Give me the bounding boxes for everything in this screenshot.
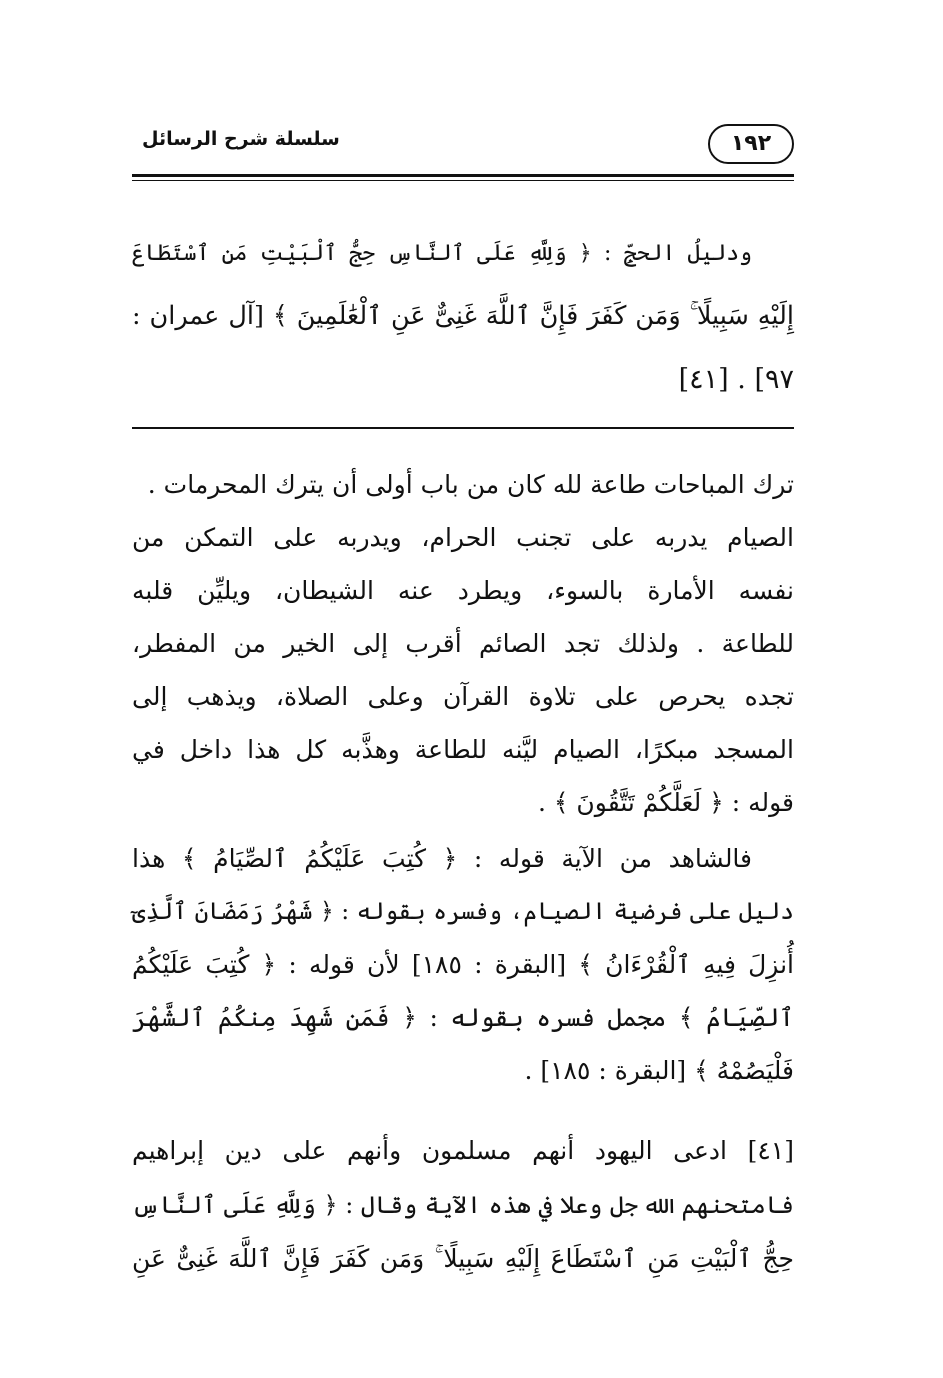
page-header	[132, 118, 794, 170]
paragraph-line: حِجُّ ٱلْبَيْتِ مَنِ ٱسْتَطَاعَ إِلَيْهِ سَبِيلًا ۚ وَمَن كَفَرَ فَإِنَّ ٱللَّهَ غَنِىٌّ عَنِ	[132, 1244, 794, 1273]
series-title: سلسلة شرح الرسائل	[142, 128, 340, 150]
paragraph-line: فالشاهد من الآية قوله : ﴿ كُتِبَ عَلَيْكُمُ ٱلصِّيَامُ ﴾ هذا	[132, 844, 752, 873]
paragraph-line: [٤١] ادعى اليهود أنهم مسلمون وأنهم على دين إبراهيم	[132, 1136, 794, 1165]
main-text-block	[132, 222, 794, 411]
paragraph-line: فامتحنهم الله جل وعلا في هذه الآية وقال : ﴿ وَلِلَّهِ عَلَى ٱلنَّاسِ	[131, 1191, 794, 1219]
paragraph-line: دليل على فرضية الصيام، وفسره بقوله : ﴿ شَهْرُ رَمَضَانَ ٱلَّذِىٓ	[132, 897, 795, 925]
footnote-separator	[132, 427, 794, 429]
main-text-line: ٩٧] . [٤١]	[678, 364, 794, 395]
paragraph-line: قوله : ﴿ لَعَلَّكُمْ تَتَّقُونَ ﴾ .	[537, 788, 794, 817]
paragraph-line: للطاعة . ولذلك تجد الصائم أقرب إلى الخير من المفطر،	[132, 629, 794, 658]
main-text-line: إِلَيْهِ سَبِيلًا ۚ وَمَن كَفَرَ فَإِنَّ ٱللَّهَ غَنِىٌّ عَنِ ٱلْعَٰلَمِينَ ﴾ [آل عمران :	[132, 301, 794, 331]
paragraph-line: نفسه الأمارة بالسوء، ويطرد عنه الشيطان، ويليِّن قلبه	[132, 576, 794, 605]
commentary-paragraph-3	[132, 1124, 794, 1286]
paragraph-line: فَلْيَصُمْهُ ﴾ [البقرة : ١٨٥] .	[524, 1056, 794, 1085]
commentary-paragraph-2	[132, 832, 794, 1097]
commentary-paragraph-1	[132, 458, 794, 829]
main-text-line: ودليلُ الحجِّ : ﴿ وَلِلَّهِ عَلَى ٱلنَّاسِ حِجُّ ٱلْبَيْتِ مَنِ ٱسْتَطَاعَ	[132, 241, 752, 266]
paragraph-line: ٱلصِّيَامُ ﴾ مجمل فسره بقوله : ﴿ فَمَن شَهِدَ مِنكُمُ ٱلشَّهْرَ	[132, 1003, 794, 1032]
paragraph-line: تجده يحرص على تلاوة القرآن وعلى الصلاة، ويذهب إلى	[132, 682, 794, 711]
paragraph-line: أُنزِلَ فِيهِ ٱلْقُرْءَانُ ﴾ [البقرة : ١٨٥] لأن قوله : ﴿ كُتِبَ عَلَيْكُمُ	[132, 950, 794, 979]
page-number-badge: ١٩٢	[708, 124, 794, 164]
paragraph-line: الصيام يدربه على تجنب الحرام، ويدربه على التمكن من	[132, 523, 794, 552]
header-rule-thick	[132, 174, 794, 177]
header-rule-thin	[132, 180, 794, 181]
paragraph-line: ترك المباحات طاعة لله كان من باب أولى أن يترك المحرمات .	[147, 470, 794, 499]
paragraph-line: المسجد مبكرًا، الصيام ليَّنه للطاعة وهذَّبه كل هذا داخل في	[132, 735, 794, 764]
